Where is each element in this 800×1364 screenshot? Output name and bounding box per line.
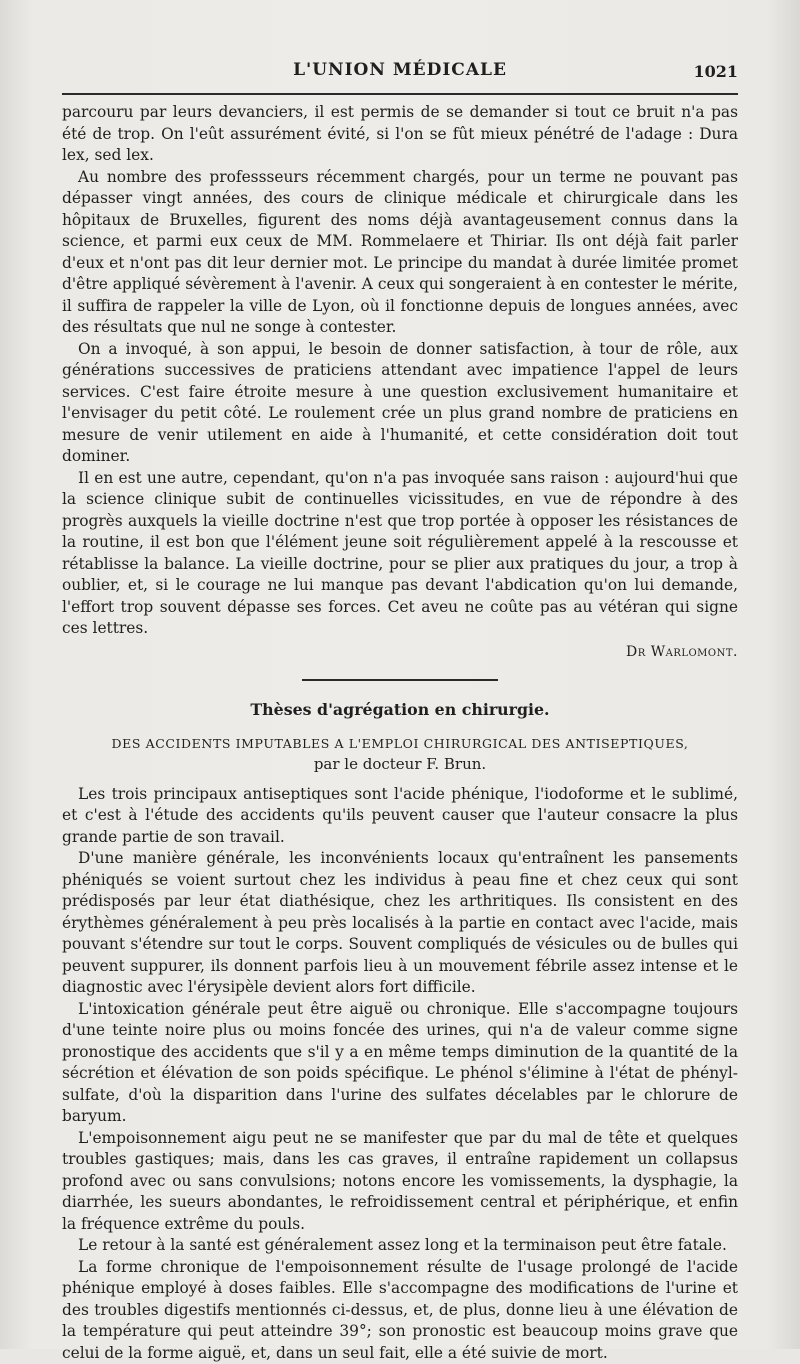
paragraph: parcouru par leurs devanciers, il est permis de se demander si tout ce bruit n'a pas été de trop. On l'eût assurément évité, si l'on se fût mieux pénétré de l'adage : Dura lex, sed lex. bbox=[62, 102, 738, 167]
header-rule bbox=[62, 93, 738, 95]
paragraph: Au nombre des professseurs récemment chargés, pour un terme ne pouvant pas dépasser vingt années, des cours de clinique médicale et chirurgicale dans les hôpitaux de Bruxelles, figurent des noms déjà avantageusement connus dans la science, et parmi eux ceux de MM. Rommelaere et Thiriar. Ils ont déjà fait parler d'eux et n'ont pas dit leur dernier mot. Le principe du mandat à durée limitée promet d'être appliqué sévèrement à l'avenir. A ceux qui songeraient à en contester le mérite, il suffira de rappeler la ville de Lyon, où il fonctionne depuis de longues années, avec des résultats que nul ne songe à contester. bbox=[62, 167, 738, 339]
paragraph: La forme chronique de l'empoisonnement résulte de l'usage prolongé de l'acide phénique employé à doses faibles. Elle s'accompagne des modifications de l'urine et des troubles digestifs mentionnés ci-dessus, et, de plus, donne lieu à une élévation de la température qui peut atteindre 39°; son pronostic est beaucoup moins grave que celui de la forme aiguë, et, dans un seul fait, elle a été suivie de mort. bbox=[62, 1257, 738, 1364]
section-separator bbox=[302, 679, 498, 681]
journal-title: L'UNION MÉDICALE bbox=[62, 60, 738, 80]
section-title: Thèses d'agrégation en chirurgie. bbox=[62, 699, 738, 721]
paragraph: Les trois principaux antiseptiques sont l'acide phénique, l'iodoforme et le sublimé, et c'est à l'étude des accidents qu'ils peuvent causer que l'auteur consacre la plus grande partie de son travail. bbox=[62, 784, 738, 849]
paragraph: On a invoqué, à son appui, le besoin de donner satisfaction, à tour de rôle, aux générations successives de praticiens attendant avec impatience l'appel de leurs services. C'est faire étroite mesure à une question exclusivement humanitaire et l'envisager du petit côté. Le roulement crée un plus grand nombre de praticiens en mesure de venir utilement en aide à l'humanité, et cette considération doit tout dominer. bbox=[62, 339, 738, 468]
page-number: 1021 bbox=[693, 62, 738, 81]
article-body bbox=[62, 102, 738, 1364]
paragraph: D'une manière générale, les inconvénients locaux qu'entraînent les pansements phéniqués se voient surtout chez les individus à peau fine et chez ceux qui sont prédisposés par leur état diathésique, chez les arthritiques. Ils consistent en des érythèmes généralement à peu près localisés à la partie en contact avec l'acide, mais pouvant s'étendre sur tout le corps. Souvent compliqués de vésicules ou de bulles qui peuvent suppurer, ils donnent parfois lieu à un mouvement fébrile assez intense et le diagnostic avec l'érysipèle devient alors fort difficile. bbox=[62, 848, 738, 999]
section-subtitle: DES ACCIDENTS IMPUTABLES A L'EMPLOI CHIRURGICAL DES ANTISEPTIQUES, bbox=[62, 733, 738, 755]
paragraph: L'intoxication générale peut être aiguë ou chronique. Elle s'accompagne toujours d'une teinte noire plus ou moins foncée des urines, qui n'a de valeur comme signe pronostique des accidents que s'il y a en même temps diminution de la quantité de la sécrétion et élévation de son poids spécifique. Le phénol s'élimine à l'état de phényl-sulfate, d'où la disparition dans l'urine des sulfates décelables par le chlorure de baryum. bbox=[62, 999, 738, 1128]
paragraph: Le retour à la santé est généralement assez long et la terminaison peut être fatale. bbox=[62, 1235, 738, 1257]
section-byline: par le docteur F. Brun. bbox=[62, 754, 738, 776]
running-header bbox=[62, 58, 738, 88]
signature: Dr Warlomont. bbox=[62, 642, 738, 664]
paragraph: L'empoisonnement aigu peut ne se manifester que par du mal de tête et quelques troubles gastiques; mais, dans les cas graves, il entraîne rapidement un collapsus profond avec ou sans convulsions; notons encore les vomissements, la dysphagie, la diarrhée, les sueurs abondantes, le refroidissement central et périphérique, et enfin la fréquence extrême du pouls. bbox=[62, 1128, 738, 1236]
paragraph: Il en est une autre, cependant, qu'on n'a pas invoquée sans raison : aujourd'hui que la science clinique subit de continuelles vicissitudes, en vue de répondre à des progrès auxquels la vieille doctrine n'est que trop portée à opposer les résistances de la routine, il est bon que l'élément jeune soit régulièrement appelé à la rescousse et rétablisse la balance. La vieille doctrine, pour se plier aux pratiques du jour, a trop à oublier, et, si le courage ne lui manque pas devant l'abdication qu'on lui demande, l'effort trop souvent dépasse ses forces. Cet aveu ne coûte pas au vétéran qui signe ces lettres. bbox=[62, 468, 738, 640]
